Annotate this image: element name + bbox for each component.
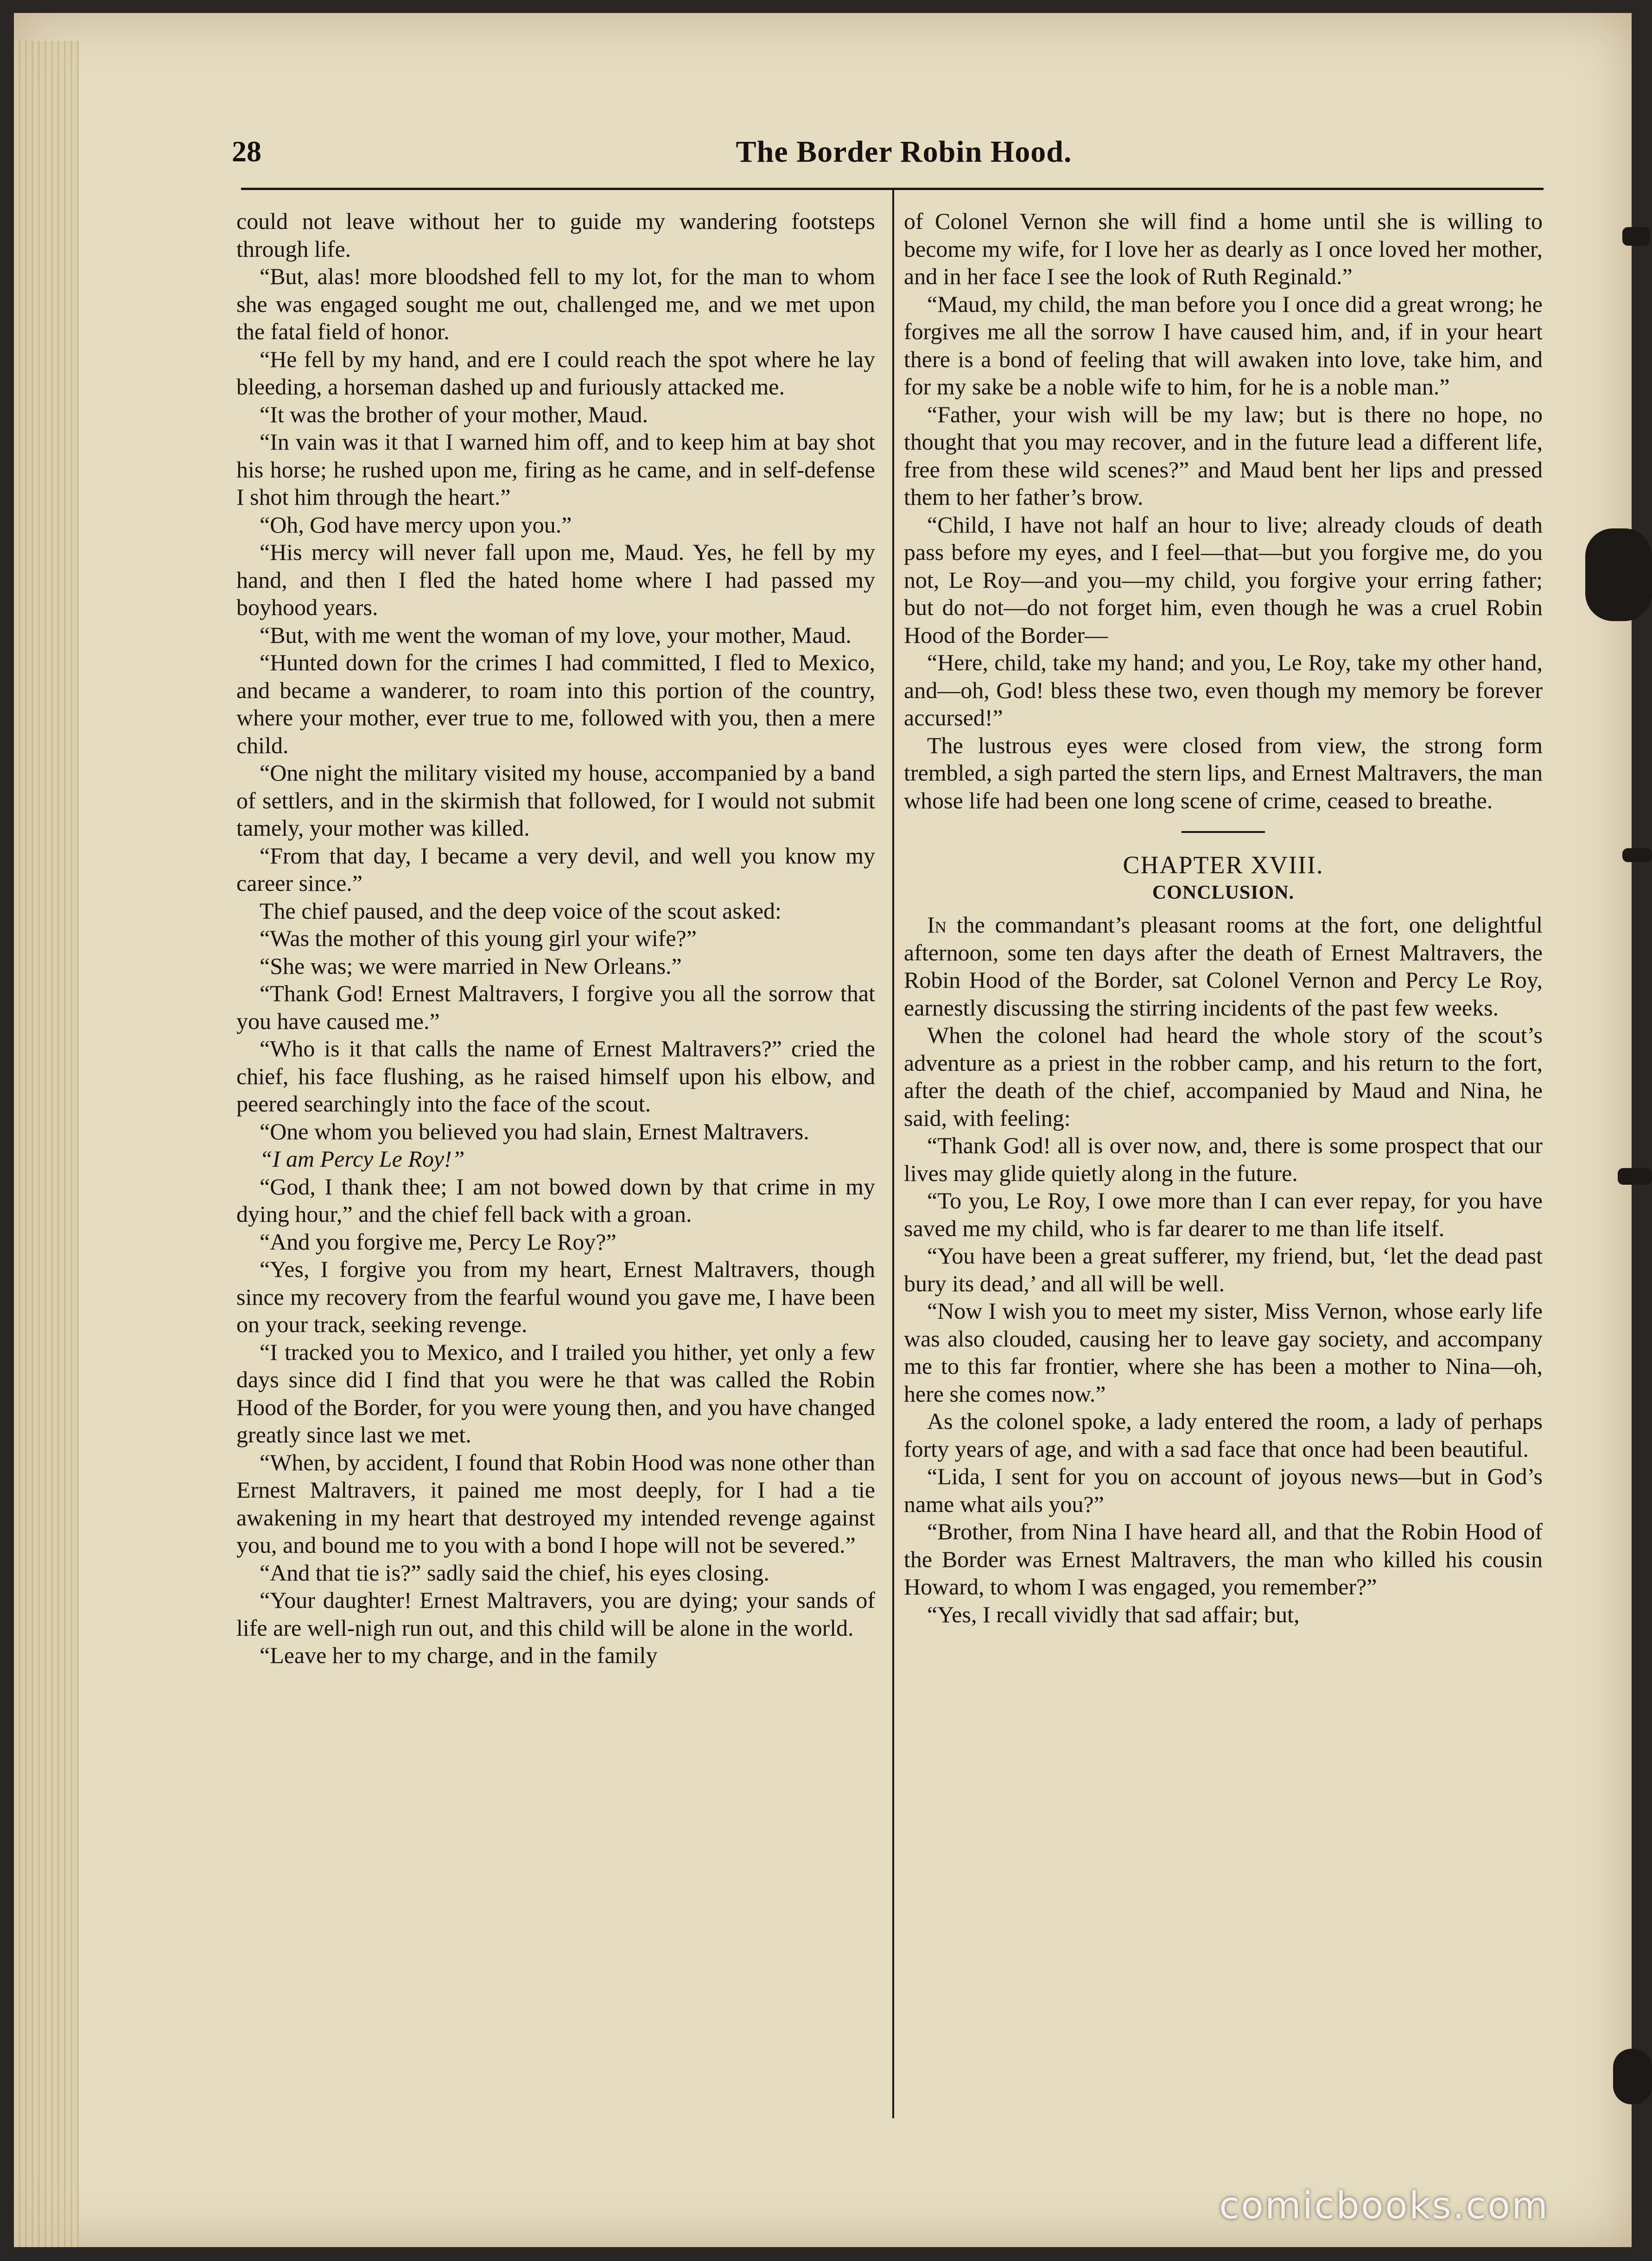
paragraph: As the colonel spoke, a lady entered the room, a lady of perhaps forty years of age, and with a sad face that once had been beautiful. xyxy=(904,1408,1543,1462)
paragraph: “In vain was it that I warned him off, and to keep him at bay shot his horse; he rushed upon me, firing as he came, and in self-defense I shot him through the heart.” xyxy=(236,429,875,510)
paragraph: “I am Percy Le Roy!” xyxy=(260,1146,465,1172)
paragraph: “It was the brother of your mother, Maud. xyxy=(260,401,648,427)
left-column xyxy=(236,208,875,1670)
chapter-heading: CHAPTER XVIII. xyxy=(1123,851,1324,879)
dropcap: In xyxy=(927,912,947,938)
column-rule xyxy=(892,190,894,2118)
paragraph: of Colonel Vernon she will find a home until she is willing to become my wife, for I love her as dearly as I once loved her mother, and in her face I see the look of Ruth Reginald.” xyxy=(904,208,1543,289)
paragraph: “Child, I have not half an hour to live; already clouds of death pass before my eyes, and I feel—that—but you forgive me, do you not, Le Roy—and you—my child, you forgive your erring father; but do not—do not forget him, even though he was a cruel Robin Hood of the Border— xyxy=(904,511,1543,648)
paragraph: “Lida, I sent for you on account of joyous news—but in God’s name what ails you?” xyxy=(904,1463,1543,1517)
paragraph: “Maud, my child, the man before you I once did a great wrong; he forgives me all the sorrow I have caused him, and, if in your heart there is a bond of feeling that will awaken into love, take him, and for my sake be a noble wife to him, for he is a noble man.” xyxy=(904,291,1543,400)
paragraph: “And you forgive me, Percy Le Roy?” xyxy=(260,1228,616,1255)
right-column-text-continued xyxy=(904,1022,1543,1628)
paragraph: The lustrous eyes were closed from view, the strong form trembled, a sigh parted the stern lips, and Ernest Maltravers, the man whose life had been one long scene of crime, ceased to breathe. xyxy=(904,732,1543,813)
chapter-opening-text: the commandant’s pleasant rooms at the fort, one delightful afternoon, some ten days after the death of Ernest Maltravers, the Robin Hood of the Border, sat Colonel Vernon and Percy Le Roy, earnestly discussing the stirring incidents of the past few weeks. xyxy=(904,912,1543,1021)
paragraph: When the colonel had heard the whole story of the scout’s adventure as a priest in the robber camp, and his return to the fort, after the death of the chief, accompanied by Maud and Nina, he said, with feeling: xyxy=(904,1022,1543,1131)
paragraph: “I tracked you to Mexico, and I trailed you hither, yet only a few days since did I find that you were he that was called the Robin Hood of the Border, for you were young then, and you have changed greatly since last we met. xyxy=(236,1339,875,1448)
paragraph: “Now I wish you to meet my sister, Miss Vernon, whose early life was also clouded, causing her to leave gay society, and accompany me to this far frontier, where she has been a mother to Nina—oh, here she comes now.” xyxy=(904,1298,1543,1407)
page-number: 28 xyxy=(232,135,261,168)
chapter-subheading: CONCLUSION. xyxy=(1152,882,1295,903)
section-divider xyxy=(1182,831,1265,833)
binding-hole xyxy=(1622,227,1650,246)
binding-hole xyxy=(1622,848,1652,862)
paragraph: “She was; we were married in New Orleans.” xyxy=(260,953,682,979)
paragraph: “Hunted down for the crimes I had committed, I fled to Mexico, and became a wanderer, to roam into this portion of the country, where your mother, ever true to me, followed with you, then a mere child. xyxy=(236,649,875,758)
chapter-opening-paragraph xyxy=(904,911,1543,1022)
paragraph: “Father, your wish will be my law; but is there no hope, no thought that you may recover, and in the future lead a different life, free from these wild scenes?” and Maud bent her lips and pressed them to her father’s brow. xyxy=(904,401,1543,510)
paragraph: “Thank God! Ernest Maltravers, I forgive you all the sorrow that you have caused me.” xyxy=(236,980,875,1034)
paragraph: “One whom you believed you had slain, Ernest Maltravers. xyxy=(260,1118,809,1144)
paragraph: “But, alas! more bloodshed fell to my lot, for the man to whom she was engaged sought me out, challenged me, and we met upon the fatal field of honor. xyxy=(236,263,875,344)
paragraph: “Yes, I recall vividly that sad affair; but, xyxy=(927,1601,1300,1627)
paragraph: “Thank God! all is over now, and, there is some prospect that our lives may glide quietly along in the future. xyxy=(904,1132,1543,1186)
paragraph: “God, I thank thee; I am not bowed down by that crime in my dying hour,” and the chief fell back with a groan. xyxy=(236,1173,875,1227)
paragraph: could not leave without her to guide my wandering footsteps through life. xyxy=(236,208,875,262)
paragraph: “Yes, I forgive you from my heart, Ernest Maltravers, though since my recovery from the fearful wound you gave me, I have been on your track, seeking revenge. xyxy=(236,1256,875,1337)
paragraph: “Leave her to my charge, and in the family xyxy=(260,1642,658,1668)
paragraph: “He fell by my hand, and ere I could reach the spot where he lay bleeding, a horseman dashed up and furiously attacked me. xyxy=(236,346,875,400)
binding-hole xyxy=(1613,2049,1652,2104)
paragraph: “One night the military visited my house, accompanied by a band of settlers, and in the skirmish that followed, for I would not submit tamely, your mother was killed. xyxy=(236,760,875,841)
paragraph: “Oh, God have mercy upon you.” xyxy=(260,511,572,538)
paragraph: “His mercy will never fall upon me, Maud. Yes, he fell by my hand, and then I fled the hated home where I had passed my boyhood years. xyxy=(236,539,875,620)
paragraph: “And that tie is?” sadly said the chief, his eyes closing. xyxy=(260,1559,769,1586)
paragraph: “To you, Le Roy, I owe more than I can ever repay, for you have saved me my child, who is far dearer to me than life itself. xyxy=(904,1188,1543,1241)
right-column-text xyxy=(904,208,1543,814)
binding-hole xyxy=(1585,528,1652,621)
paragraph: “From that day, I became a very devil, and well you know my career since.” xyxy=(236,842,875,896)
right-column xyxy=(904,208,1543,1628)
watermark: comicbooks.com xyxy=(1219,2184,1550,2227)
paragraph: “Here, child, take my hand; and you, Le Roy, take my other hand, and—oh, God! bless these two, even though my memory be forever accursed!” xyxy=(904,649,1543,730)
paragraph: “Your daughter! Ernest Maltravers, you are dying; your sands of life are well-nigh run out, and this child will be alone in the world. xyxy=(236,1587,875,1641)
page-header xyxy=(232,134,1576,185)
paragraph: “But, with me went the woman of my love, your mother, Maud. xyxy=(260,622,851,648)
paragraph: “Who is it that calls the name of Ernest Maltravers?” cried the chief, his face flushing, as he raised himself upon his elbow, and peered searchingly into the face of the scout. xyxy=(236,1035,875,1117)
paragraph: “Was the mother of this young girl your wife?” xyxy=(260,925,697,951)
paragraph: “You have been a great sufferer, my friend, but, ‘let the dead past bury its dead,’ and all will be well. xyxy=(904,1243,1543,1296)
running-title: The Border Robin Hood. xyxy=(736,135,1072,169)
page-edges xyxy=(14,41,79,2247)
paragraph: “Brother, from Nina I have heard all, and that the Robin Hood of the Border was Ernest Maltravers, the man who killed his cousin Howard, to whom I was engaged, you remember?” xyxy=(904,1518,1543,1600)
binding-hole xyxy=(1618,1168,1652,1185)
paragraph: “When, by accident, I found that Robin Hood was none other than Ernest Maltravers, it pained me most deeply, for I had a tie awakening in my heart that destroyed my intended revenge against you, and bound me to you with a bond I hope will not be severed.” xyxy=(236,1449,875,1558)
paragraph: The chief paused, and the deep voice of the scout asked: xyxy=(260,897,782,924)
